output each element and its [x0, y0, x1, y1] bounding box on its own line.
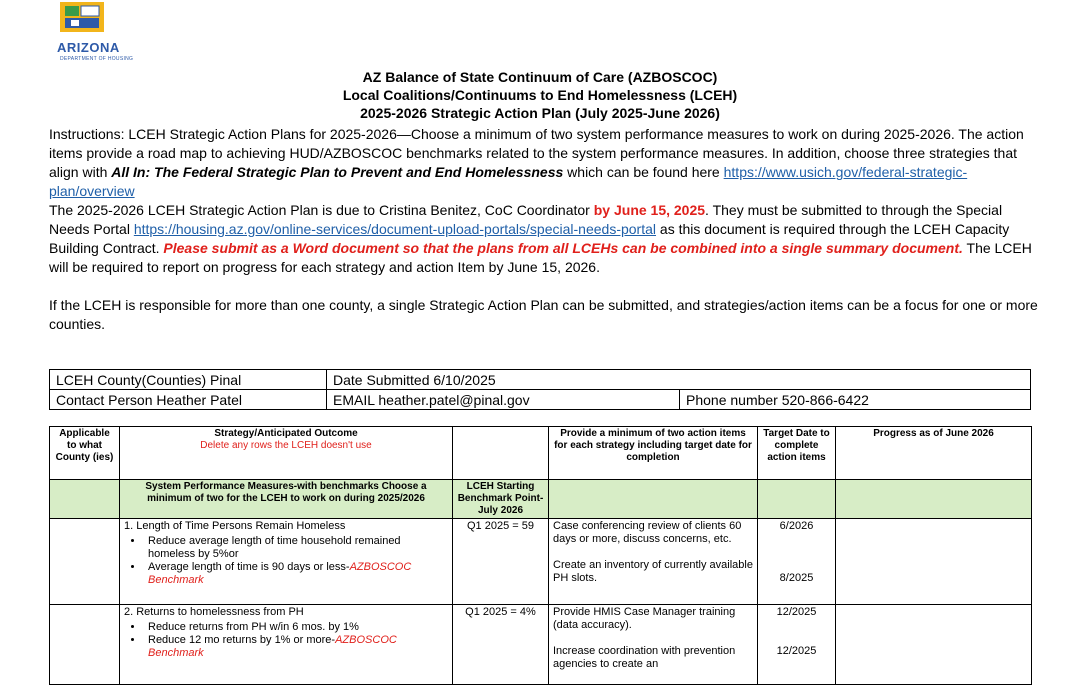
section-empty-1 — [50, 480, 120, 519]
title-line-1: AZ Balance of State Continuum of Care (AZBOSCOC) — [362, 69, 718, 85]
portal-text: . They must be submitted to through the Special Needs Portal — [49, 202, 1003, 237]
header-target-date: Target Date to complete action items — [758, 427, 836, 480]
row2-bullet-2 — [144, 634, 448, 660]
row1-bullet-2-text: Average length of time is 90 days or less- — [148, 561, 350, 573]
contact-info-table — [49, 369, 1031, 410]
logo-wordmark: ARIZONA — [57, 40, 120, 55]
document-title — [0, 68, 1080, 122]
instructions-paragraph-3: If the LCEH is responsible for more than one county, a single Strategic Action Plan can be submitted, and strategies/action items can be a focus for one or more counties. — [49, 297, 1038, 332]
section-benchmark: LCEH Starting Benchmark Point-July 2026 — [453, 480, 549, 519]
title-line-3: 2025-2026 Strategic Action Plan (July 2025-June 2026) — [360, 105, 720, 121]
due-date: by June 15, 2025 — [593, 202, 706, 218]
instructions — [49, 125, 1039, 334]
section-empty-2 — [549, 480, 758, 519]
due-text: The 2025-2026 LCEH Strategic Action Plan is due to Cristina Benitez, CoC Coordinator — [49, 202, 594, 218]
row1-date-1: 6/2026 — [779, 520, 814, 532]
contract-text: as this document is required through the LCEH Capacity Building Contract. — [49, 221, 1010, 256]
row2-bullet-2-text: Reduce 12 mo returns by 1% or more- — [148, 634, 336, 646]
logo-subtitle: DEPARTMENT OF HOUSING — [60, 56, 134, 62]
header-actions: Provide a minimum of two action items for each strategy including target date for completion — [549, 427, 758, 480]
row2-actions[interactable] — [549, 605, 758, 685]
row1-benchmark-label: AZBOSCOC Benchmark — [148, 561, 412, 586]
row2-action-1: Provide HMIS Case Manager training (data accuracy). — [553, 606, 736, 631]
row1-action-2: Create an inventory of currently available PH slots. — [553, 559, 753, 584]
special-needs-portal-link[interactable]: https://housing.az.gov/online-services/document-upload-portals/special-needs-portal — [133, 221, 657, 237]
row1-strategy[interactable] — [120, 519, 453, 605]
section-empty-3 — [758, 480, 836, 519]
instructions-text-end: which can be found here — [563, 164, 724, 180]
row2-bullet-1: • Reduce returns from PH w/in 6 mos. by 1% — [144, 621, 448, 634]
instructions-paragraph-1 — [49, 125, 1039, 201]
row2-target-dates[interactable] — [758, 605, 836, 685]
arizona-map-icon — [57, 0, 107, 36]
row1-actions[interactable] — [549, 519, 758, 605]
row1-action-1: Case conferencing review of clients 60 days or more, discuss concerns, etc. — [553, 520, 742, 545]
county-cell[interactable]: LCEH County(Counties) Pinal — [50, 370, 327, 390]
row2-benchmark[interactable]: Q1 2025 = 4% — [453, 605, 549, 685]
arizona-housing-logo — [52, 0, 152, 66]
header-progress: Progress as of June 2026 — [836, 427, 1032, 480]
instructions-text: Instructions: LCEH Strategic Action Plans for 2025-2026—Choose a minimum of two system performance measures to work on during 2025-2026. The action items provide a road map to achieving HUD/AZBOSCOC benchmarks related to the system performance measures. In addition, choose three strategies that align with — [49, 126, 1024, 180]
row1-bullet-1: • Reduce average length of time household remained homeless by 5%or — [144, 535, 448, 561]
table-row — [50, 605, 1032, 685]
row2-county[interactable] — [50, 605, 120, 685]
row2-date-1: 12/2025 — [776, 606, 817, 618]
header-blank — [453, 427, 549, 480]
instructions-paragraph-2 — [49, 201, 1039, 277]
row1-target-dates[interactable] — [758, 519, 836, 605]
title-line-2: Local Coalitions/Continuums to End Homelessness (LCEH) — [342, 87, 738, 103]
header-strategy-label: Strategy/Anticipated Outcome — [214, 428, 358, 439]
row1-date-2: 8/2025 — [779, 572, 814, 584]
header-strategy-note: Delete any rows the LCEH doesn't use — [200, 440, 372, 451]
section-empty-4 — [836, 480, 1032, 519]
row1-title: 1. Length of Time Persons Remain Homeless — [124, 520, 346, 532]
report-text: The LCEH will be required to report on progress for each strategy and action Item by June 15, 2026. — [49, 240, 1032, 275]
usich-link[interactable]: https://www.usich.gov/federal-strategic-plan/overview — [49, 164, 968, 199]
row2-strategy[interactable] — [120, 605, 453, 685]
contact-person-cell[interactable]: Contact Person Heather Patel — [50, 390, 327, 410]
row1-benchmark[interactable]: Q1 2025 = 59 — [453, 519, 549, 605]
row2-progress[interactable] — [836, 605, 1032, 685]
row2-date-2: 12/2025 — [776, 645, 817, 657]
phone-cell[interactable]: Phone number 520-866-6422 — [680, 390, 1031, 410]
row1-bullet-2 — [144, 561, 448, 587]
email-cell[interactable]: EMAIL heather.patel@pinal.gov — [327, 390, 680, 410]
strategic-plan-table — [49, 426, 1032, 685]
date-submitted-cell[interactable]: Date Submitted 6/10/2025 — [327, 370, 1031, 390]
header-county: Applicable to what County (ies) — [50, 427, 120, 480]
row1-progress[interactable] — [836, 519, 1032, 605]
section-title: System Performance Measures-with benchmarks Choose a minimum of two for the LCEH to work on during 2025/2026 — [120, 480, 453, 519]
federal-plan-title: All In: The Federal Strategic Plan to Prevent and End Homelessness — [111, 164, 564, 180]
row2-action-2: Increase coordination with prevention agencies to create an — [553, 645, 736, 670]
row2-benchmark-label: AZBOSCOC Benchmark — [148, 634, 397, 659]
table-row — [50, 519, 1032, 605]
section-row — [50, 480, 1032, 519]
row1-county[interactable] — [50, 519, 120, 605]
row2-title: 2. Returns to homelessness from PH — [124, 606, 304, 618]
word-doc-notice: Please submit as a Word document so that the plans from all LCEHs can be combined into a single summary document. — [163, 240, 963, 256]
header-strategy — [120, 427, 453, 480]
